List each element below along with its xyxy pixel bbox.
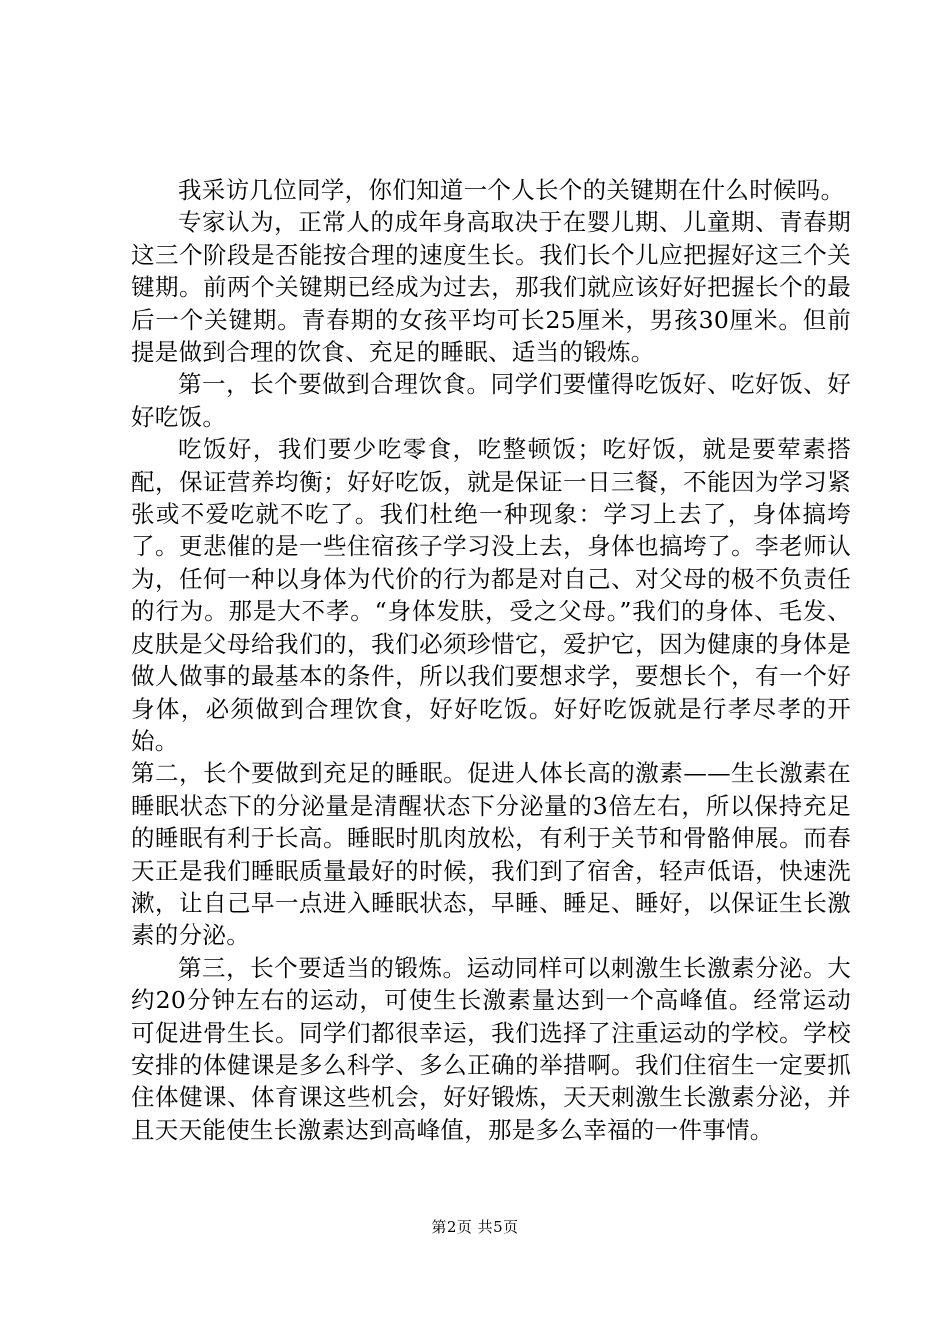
paragraph-second-point-sleep: 第二，长个要做到充足的睡眠。促进人体长高的激素——生长激素在睡眠状态下的分泌量是清醒状态下分泌量的3倍左右，所以保持充足的睡眠有利于长高。睡眠时肌肉放松，有利于关节和骨骼伸展。而春天正是我们睡眠质量最好的时候，我们到了宿舍，轻声低语，快速洗漱，让自己早一点进入睡眠状态，早睡、睡足、睡好，以保证生长激素的分泌。 xyxy=(131,759,851,950)
paragraph-first-point: 第一，长个要做到合理饮食。同学们要懂得吃饭好、吃好饭、好好吃饭。 xyxy=(131,370,851,431)
paragraph-eating-well: 吃饭好，我们要少吃零食，吃整顿饭；吃好饭，就是要荤素搭配，保证营养均衡；好好吃饭，就是保证一日三餐，不能因为学习紧张或不爱吃就不吃了。我们杜绝一种现象：学习上去了，身体搞垮了。更悲催的是一些住宿孩子学习没上去，身体也搞垮了。李老师认为，任何一种以身体为代价的行为都是对自己、对父母的极不负责任的行为。那是大不孝。“身体发肤，受之父母。”我们的身体、毛发、皮肤是父母给我们的，我们必须珍惜它，爱护它，因为健康的身体是做人做事的最基本的条件，所以我们要想求学，要想长个，有一个好身体，必须做到合理饮食，好好吃饭。好好吃饭就是行孝尽孝的开始。 xyxy=(131,435,851,755)
page-footer: 第2页 共5页 xyxy=(431,1218,519,1236)
body-text xyxy=(131,174,851,1146)
paragraph-interview-question: 我采访几位同学，你们知道一个人长个的关键期在什么时候吗。 xyxy=(178,176,845,204)
paragraph-expert-opinion: 专家认为，正常人的成年身高取决于在婴儿期、儿童期、青春期这三个阶段是否能按合理的速度生长。我们长个儿应把握好这三个关键期。前两个关键期已经成为过去，那我们就应该好好把握长个的最后一个关键期。青春期的女孩平均可长25厘米，男孩30厘米。但前提是做到合理的饮食、充足的睡眠、适当的锻炼。 xyxy=(131,208,851,367)
paragraph-third-point-exercise: 第三，长个要适当的锻炼。运动同样可以刺激生长激素分泌。大约20分钟左右的运动，可使生长激素量达到一个高峰值。经常运动可促进骨生长。同学们都很幸运，我们选择了注重运动的学校。学校安排的体健课是多么科学、多么正确的举措啊。我们住宿生一定要抓住体健课、体育课这些机会，好好锻炼，天天刺激生长激素分泌，并且天天能使生长激素达到高峰值，那是多么幸福的一件事情。 xyxy=(131,953,851,1144)
